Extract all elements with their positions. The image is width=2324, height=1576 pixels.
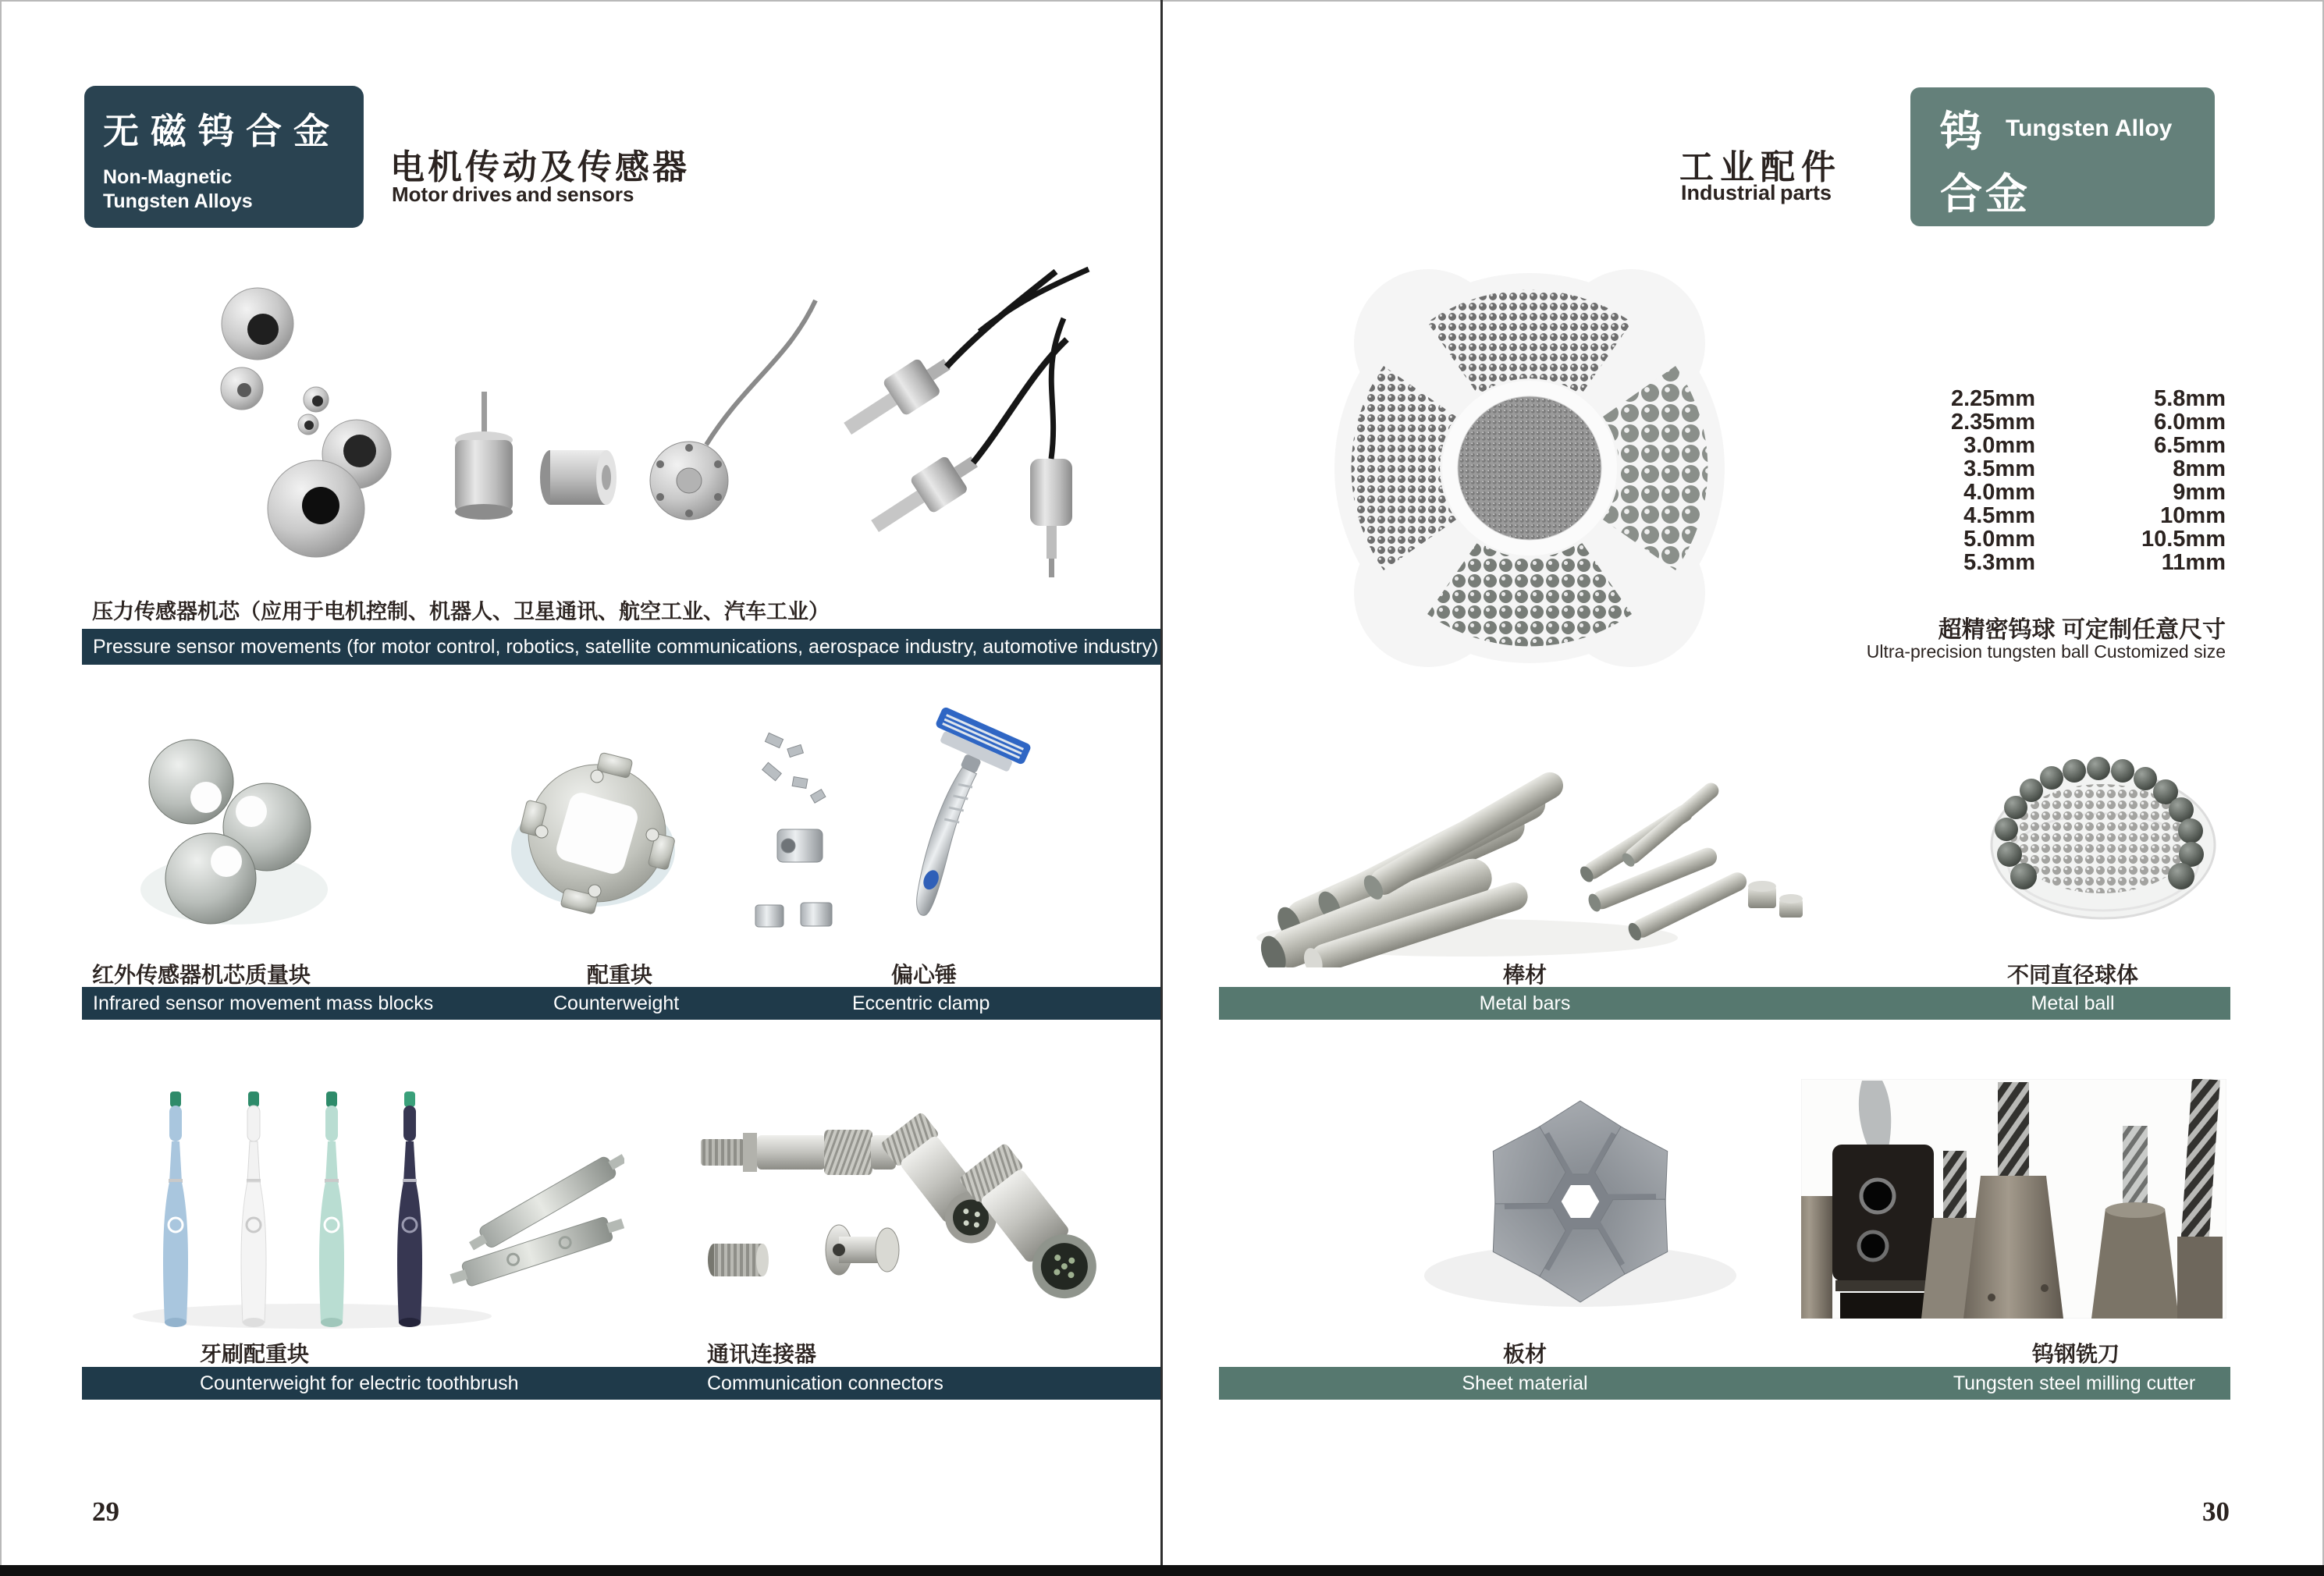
right-badge-en: Tungsten Alloy [2006,115,2173,141]
cabled-sensor-cluster [836,269,1089,577]
section3-banner [82,1367,1162,1400]
ball-size-col1: 2.25mm 2.35mm 3.0mm 3.5mm 4.0mm 4.5mm 5.0mm 5.3mm [1950,386,2035,575]
right-section3-banner [1219,1367,2230,1400]
right-section3-label-cn-2: 钨钢铣刀 [2031,1342,2120,1366]
right-header-badge [1910,87,2215,226]
section2-label-cn-2: 配重块 [587,963,653,987]
section3-label-cn-2: 通讯连接器 [707,1342,817,1366]
right-badge-cn-2: 合金 [1940,171,2031,218]
left-badge-title-cn: 无磁钨合金 [103,111,341,151]
toothbrushes [163,1091,422,1327]
metal-bars-photo [1233,733,1811,967]
metal-ball-dish-photo [1986,745,2220,940]
pressure-sensor-products-photo [82,257,1096,593]
bottom-edge-bar [0,1565,2324,1576]
right-section3-banner-text-2: Tungsten steel milling cutter [1953,1372,2196,1394]
small-weights [755,733,832,927]
page-number-right: 30 [2202,1496,2230,1527]
right-section2-banner-text-2: Metal ball [2031,992,2115,1014]
page-gutter-divider [1160,0,1163,1565]
left-header-badge [84,86,364,228]
tungsten-ball-tray-photo [1295,261,1764,687]
right-section3-label-cn-1: 板材 [1502,1342,1548,1366]
ball-size-table [1857,387,2226,574]
left-page-title-cn: 电机传动及传感器 [390,148,690,186]
section1-banner-text: Pressure sensor movements (for motor control, robotics, satellite communications, aerospace industry, automotive industry) [93,636,1159,658]
ring-cluster [221,288,391,557]
right-section2-banner-text-1: Metal bars [1479,992,1571,1014]
counterweight-photo [476,741,718,928]
right-section2-label-cn-2: 不同直径球体 [2006,963,2139,987]
right-section3-banner-text-1: Sheet material [1462,1372,1588,1394]
right-page-title-en: Industrial parts [1681,181,1832,204]
section2-label-cn-3: 偏心锤 [891,963,958,987]
connectors-photo [671,1092,1108,1326]
section2-label-cn-1: 红外传感器机芯质量块 [92,963,311,987]
ball-size-caption-cn: 超精密钨球 可定制任意尺寸 [1938,617,2226,643]
sheet-material-photo [1397,1081,1764,1330]
toothbrush-weight-bars [448,1148,624,1291]
small-rods [1578,779,1750,942]
threaded-nipple [708,1244,769,1276]
section2-banner-text-3: Eccentric clamp [852,992,990,1014]
ball-size-caption-en: Ultra-precision tungsten ball Customized size [1866,641,2226,662]
page-number-left: 29 [92,1496,119,1527]
connector-horizontal [701,1130,896,1175]
section3-banner-text-1: Counterweight for electric toothbrush [200,1372,519,1394]
tool-edge [1801,1196,1832,1319]
section1-banner [82,629,1162,665]
right-page-title-cn: 工业配件 [1679,148,1842,186]
right-section2-label-cn-1: 棒材 [1502,963,1548,987]
left-badge-subtitle-1: Non-Magnetic [103,166,233,188]
section2-banner-text-2: Counterweight [553,992,680,1014]
right-badge-cn-1: 钨 [1940,108,1982,155]
razor [862,706,1032,928]
toothbrush-photo [117,1065,624,1334]
section1-caption-cn: 压力传感器机芯（应用于电机控制、机器人、卫星通讯、航空工业、汽车工业） [92,600,830,623]
pellets [1748,881,1803,918]
left-page-title-en: Motor drives and sensors [392,183,634,206]
right-section2-banner [1219,987,2230,1020]
section3-banner-text-2: Communication connectors [707,1372,943,1394]
eccentric-clamp-photo [726,706,1093,964]
tray-center-fine-balls [1458,396,1601,540]
mass-blocks-photo [117,726,367,936]
motor-and-loadcell-cluster [455,300,816,520]
spool-part [826,1225,899,1275]
ball-size-col2: 5.8mm 6.0mm 6.5mm 8mm 9mm 10mm 10.5mm 11mm [2141,386,2226,575]
section3-label-cn-1: 牙刷配重块 [200,1342,310,1366]
section2-banner [82,987,1162,1020]
milling-cutter-photo [1801,1079,2226,1319]
left-badge-subtitle-2: Tungsten Alloys [103,190,253,212]
section2-banner-text-1: Infrared sensor movement mass blocks [93,992,434,1014]
